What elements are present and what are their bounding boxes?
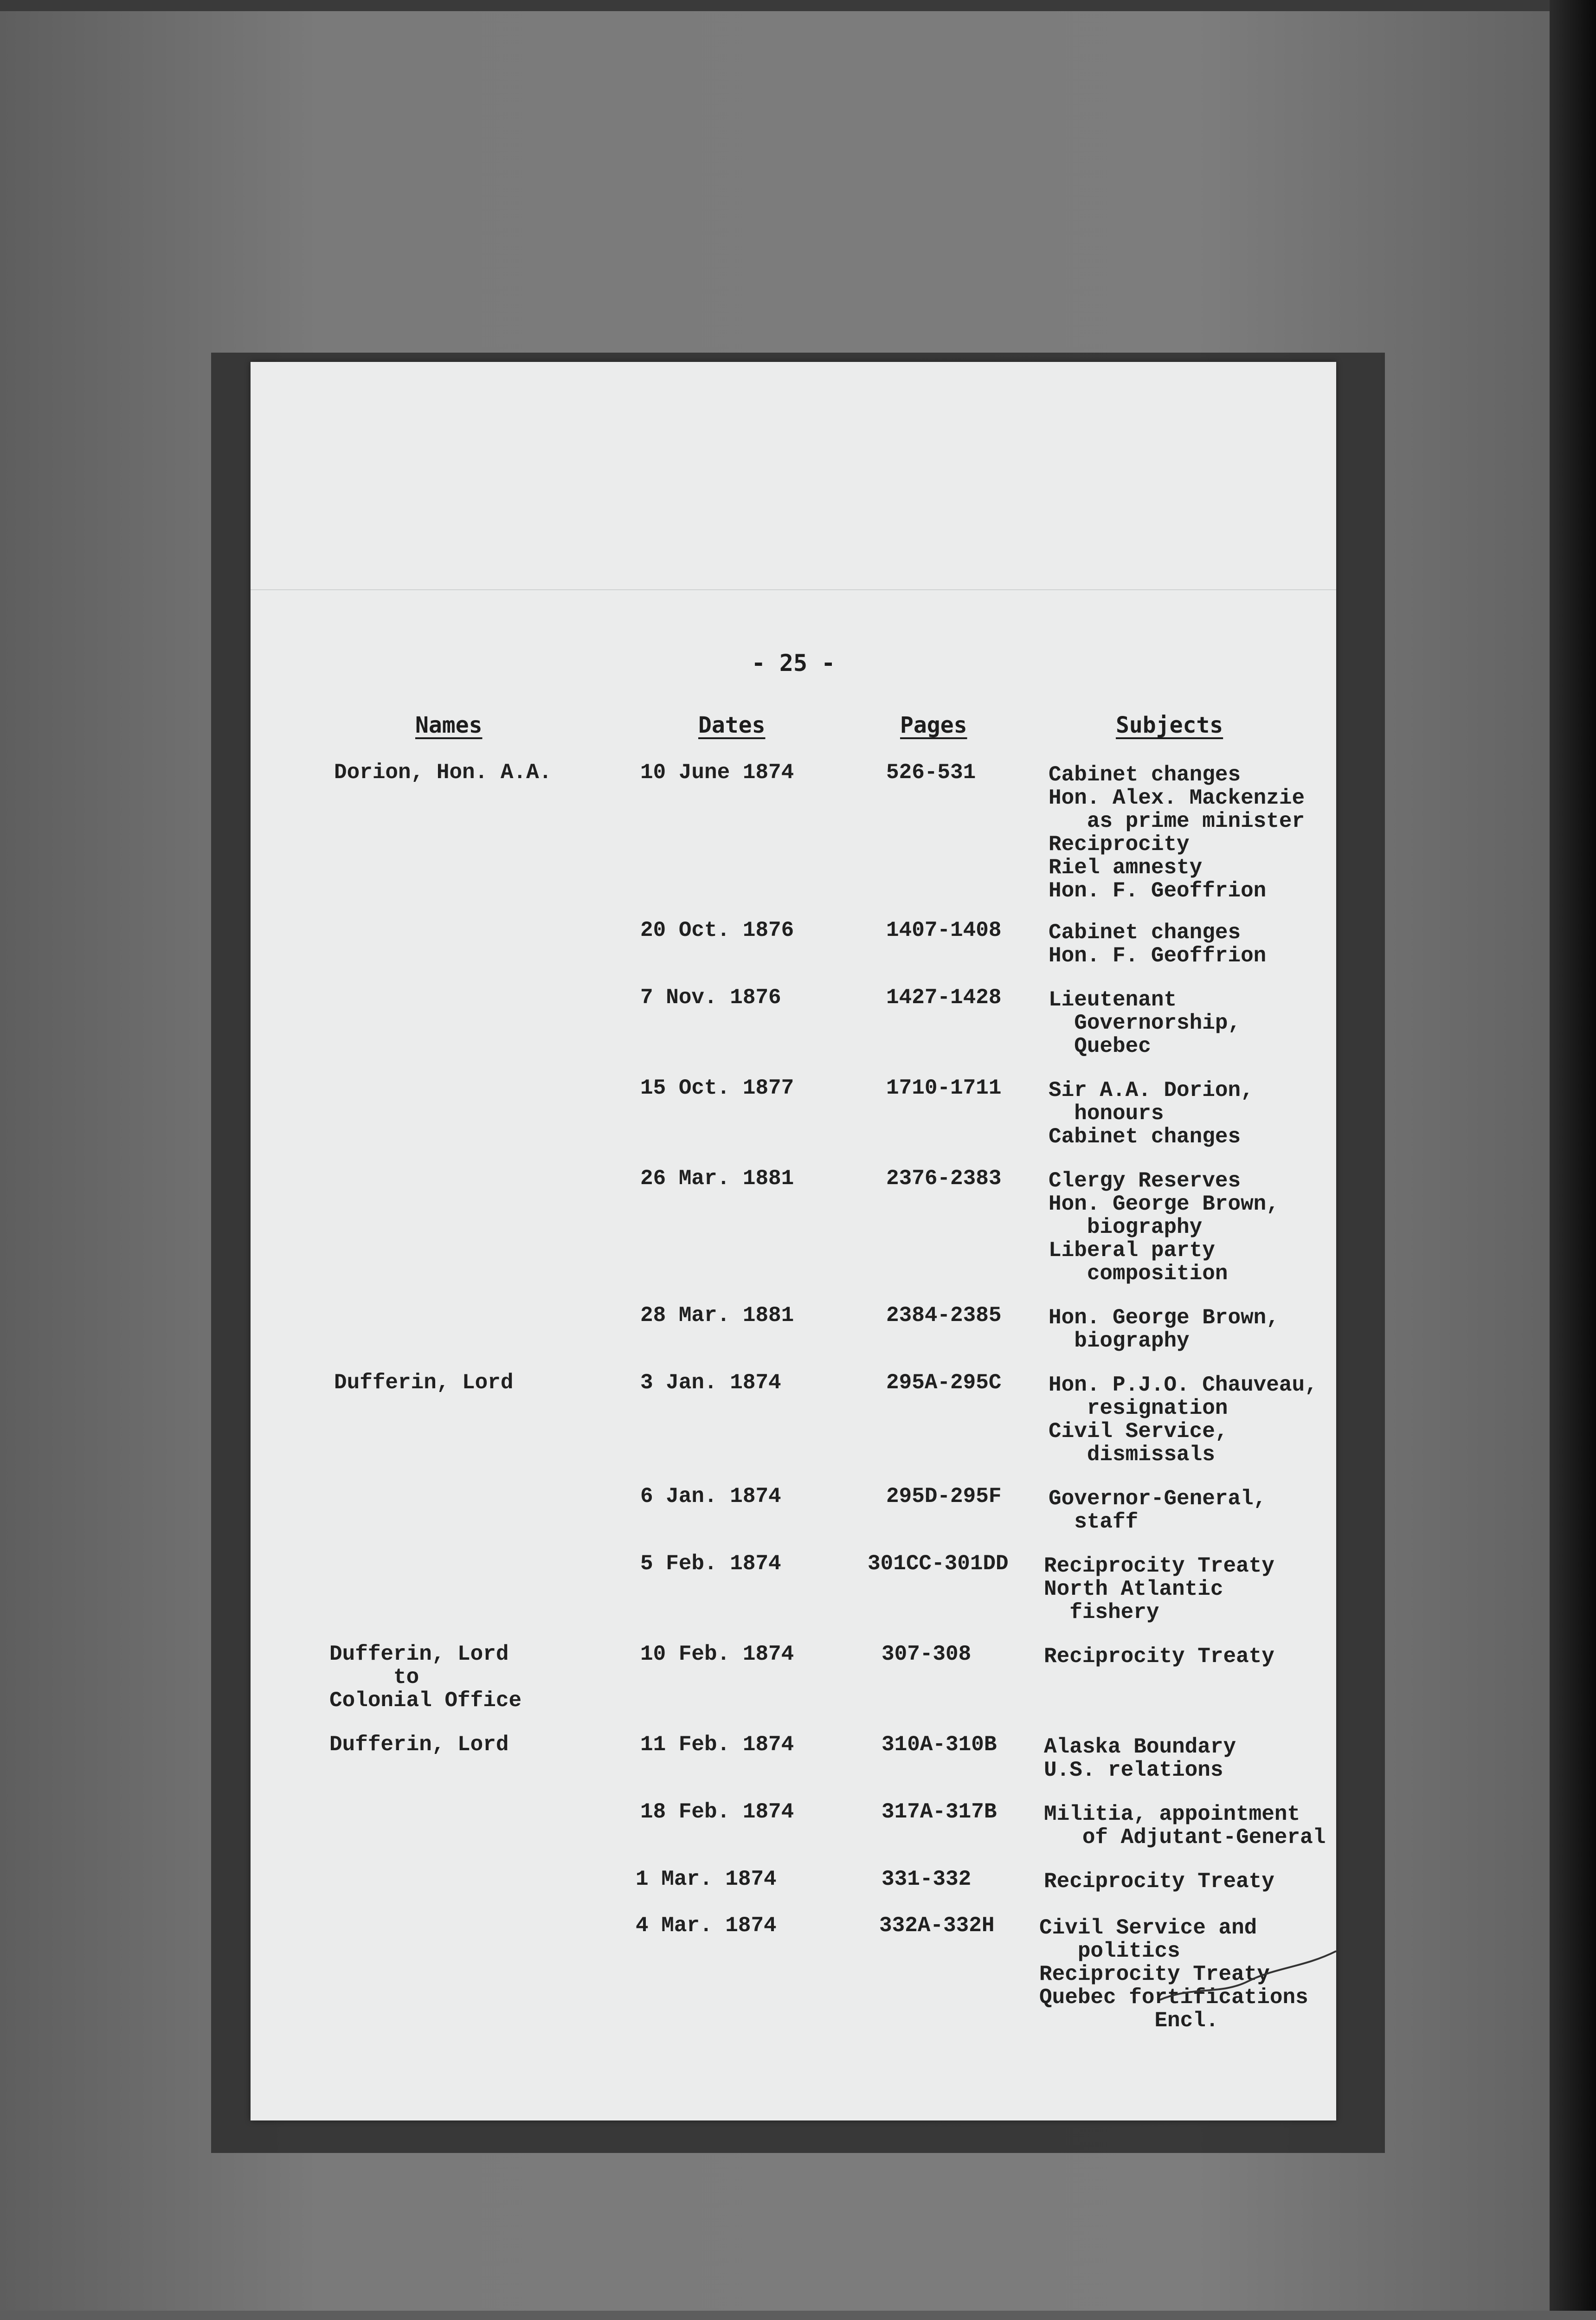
entry-subjects: Reciprocity Treaty	[1044, 1869, 1274, 1894]
entry-pages: 1710-1711	[886, 1076, 1002, 1100]
entry-date: 4 Mar. 1874	[636, 1914, 777, 1938]
entry-date: 5 Feb. 1874	[640, 1552, 781, 1576]
entry-subjects: Reciprocity Treaty North Atlantic fishery	[1044, 1554, 1274, 1624]
entry-date: 11 Feb. 1874	[640, 1733, 794, 1757]
entry-pages: 331-332	[882, 1867, 972, 1891]
entry-subjects: Lieutenant Governorship, Quebec	[1049, 988, 1241, 1058]
pen-mark-squiggle	[1155, 1949, 1341, 2004]
entry-subjects: Sir A.A. Dorion, honours Cabinet changes	[1049, 1078, 1254, 1149]
entry-subjects: Hon. George Brown, biography	[1049, 1306, 1279, 1353]
entry-subjects: Reciprocity Treaty	[1044, 1644, 1274, 1669]
entry-date: 6 Jan. 1874	[640, 1484, 781, 1508]
entry-date: 26 Mar. 1881	[640, 1166, 794, 1191]
page-fold-line	[251, 589, 1336, 590]
entry-subjects: Civil Service and politics Reciprocity Treaty Quebec fortifications Encl.	[1039, 1916, 1308, 2033]
label-backing	[0, 2311, 1596, 2320]
entry-subjects: Governor-General, staff	[1049, 1487, 1267, 1534]
entry-name: Dufferin, Lord	[334, 1371, 514, 1395]
entry-date: 10 June 1874	[640, 760, 794, 785]
entry-subjects: Alaska Boundary U.S. relations	[1044, 1735, 1236, 1782]
entry-date: 3 Jan. 1874	[640, 1371, 781, 1395]
entry-date: 1 Mar. 1874	[636, 1867, 777, 1891]
entry-name: Dorion, Hon. A.A.	[334, 760, 552, 785]
entry-date: 10 Feb. 1874	[640, 1642, 794, 1666]
entry-date: 15 Oct. 1877	[640, 1076, 794, 1100]
entry-pages: 295D-295F	[886, 1484, 1002, 1508]
entry-date: 7 Nov. 1876	[640, 986, 781, 1010]
entry-pages: 307-308	[882, 1642, 972, 1666]
entry-pages: 317A-317B	[882, 1800, 997, 1824]
header-names: Names	[415, 712, 483, 738]
entry-name: Dufferin, Lord to Colonial Office	[329, 1642, 522, 1713]
entry-pages: 295A-295C	[886, 1371, 1002, 1395]
entry-name: Dufferin, Lord	[329, 1733, 509, 1757]
entry-pages: 332A-332H	[879, 1914, 995, 1938]
entry-subjects: Militia, appointment of Adjutant-General	[1044, 1802, 1326, 1850]
header-dates: Dates	[698, 712, 766, 738]
header-subjects: Subjects	[1116, 712, 1223, 738]
entry-pages: 1407-1408	[886, 918, 1002, 942]
entry-pages: 2376-2383	[886, 1166, 1002, 1191]
entry-subjects: Clergy Reserves Hon. George Brown, biography Liberal party composition	[1049, 1169, 1279, 1286]
film-top-edge	[0, 0, 1596, 11]
entry-date: 18 Feb. 1874	[640, 1800, 794, 1824]
header-pages: Pages	[900, 712, 967, 738]
entry-date: 20 Oct. 1876	[640, 918, 794, 942]
entry-pages: 301CC-301DD	[868, 1552, 1009, 1576]
entry-pages: 526-531	[886, 760, 976, 785]
page-number: - 25 -	[751, 650, 836, 677]
entry-pages: 2384-2385	[886, 1303, 1002, 1328]
entry-subjects: Cabinet changes Hon. Alex. Mackenzie as prime minister Reciprocity Riel amnesty Hon. F. Geoffrion	[1049, 763, 1305, 903]
entry-subjects: Cabinet changes Hon. F. Geoffrion	[1049, 921, 1267, 968]
entry-pages: 1427-1428	[886, 986, 1002, 1010]
entry-date: 28 Mar. 1881	[640, 1303, 794, 1328]
entry-pages: 310A-310B	[882, 1733, 997, 1757]
film-right-edge	[1550, 0, 1596, 2320]
index-page	[251, 362, 1336, 2120]
entry-subjects: Hon. P.J.O. Chauveau, resignation Civil Service, dismissals	[1049, 1373, 1318, 1467]
